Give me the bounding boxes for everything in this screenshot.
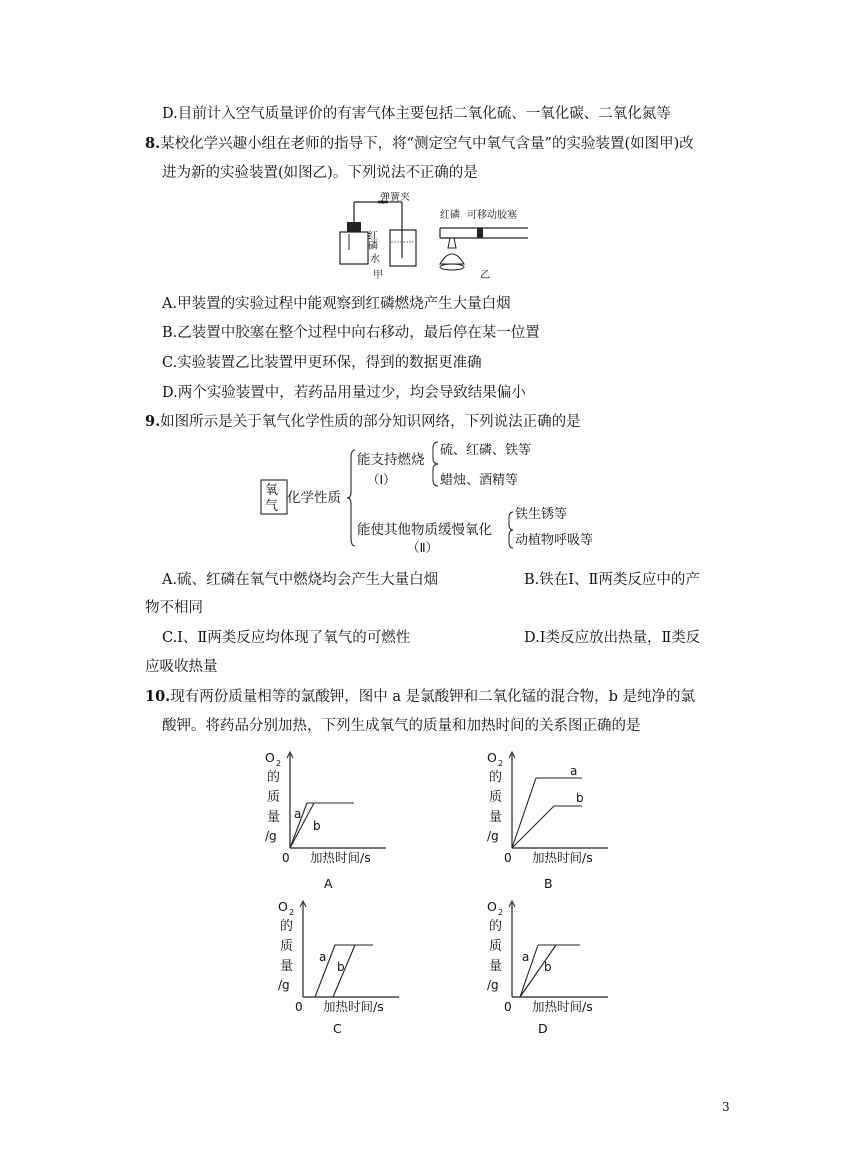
graph-series-a: a	[319, 950, 327, 964]
graph-y-de: 的	[280, 919, 294, 934]
q10-stem-line2: 酸钾。将药品分别加热，下列生成氧气的质量和加热时间的关系图正确的是	[162, 718, 641, 734]
graph-y-unit: /g	[278, 978, 290, 992]
graph-y-sub: 2	[498, 759, 504, 768]
q9-branch1-item1: 硫、红磷、铁等	[440, 443, 532, 458]
q9-branch2-item2: 动植物呼吸等	[515, 533, 594, 548]
graph-letter: A	[324, 876, 333, 891]
q8-apparatus-figure	[330, 192, 530, 291]
q9-option-b-cont: 物不相同	[145, 600, 203, 616]
graph-x-label: 加热时间/s	[532, 850, 593, 865]
graph-y-unit: /g	[487, 978, 499, 992]
graph-y-o: O	[487, 750, 497, 765]
q8-plug-label: 可移动胶塞	[467, 210, 517, 221]
q9-number: 9.	[145, 413, 161, 430]
q8-stem-line2: 进为新的实验装置(如图乙)。下列说法不正确的是	[162, 165, 478, 181]
q9-stem-text: 如图所示是关于氧气化学性质的部分知识网络，下列说法正确的是	[160, 414, 581, 430]
q8-jia-label: 甲	[373, 270, 383, 281]
q9-option-c: C.Ⅰ、Ⅱ两类反应均体现了氧气的可燃性	[162, 630, 411, 646]
graph-y-unit: /g	[487, 829, 499, 843]
graph-letter: B	[544, 876, 553, 891]
graph-series-b: b	[313, 819, 321, 833]
graph-y-o: O	[265, 750, 275, 765]
q9-branch2-item1: 铁生锈等	[515, 507, 568, 522]
graph-y-sub: 2	[289, 908, 295, 917]
graph-y-unit: /g	[265, 829, 277, 843]
graph-letter: C	[333, 1021, 342, 1036]
graph-series-a: a	[570, 764, 578, 778]
q10-graph-b	[484, 748, 614, 897]
q9-oxygen-char2: 气	[265, 499, 279, 514]
q10-graph-c	[275, 897, 405, 1046]
graph-origin: 0	[504, 1000, 512, 1014]
graph-y-zhi: 质	[267, 790, 281, 805]
q10-graph-a	[262, 748, 392, 897]
graph-y-o: O	[278, 899, 288, 914]
graph-series-a: a	[294, 807, 302, 821]
q8-option-b: B.乙装置中胶塞在整个过程中向右移动，最后停在某一位置	[162, 325, 540, 341]
q10-stem-text: 现有两份质量相等的氯酸钾，图中 a 是氯酸钾和二氧化锰的混合物，b 是纯净的氯	[170, 689, 695, 705]
q9-branch1: 能支持燃烧	[357, 452, 425, 468]
q10-graph-d	[484, 897, 614, 1046]
graph-x-label: 加热时间/s	[532, 999, 593, 1014]
q8-yi-label: 乙	[480, 270, 490, 281]
q8-water-label: 水	[370, 254, 380, 265]
graph-y-liang: 量	[280, 959, 294, 974]
page-number: 3	[722, 1100, 730, 1114]
q9-knowledge-network-diagram	[255, 438, 625, 564]
graph-y-de: 的	[489, 770, 503, 785]
graph-series-b: b	[544, 960, 552, 974]
q9-chem-prop: 化学性质	[287, 490, 341, 506]
graph-y-zhi: 质	[489, 939, 503, 954]
graph-letter: D	[538, 1021, 548, 1036]
graph-y-de: 的	[489, 919, 503, 934]
graph-origin: 0	[282, 851, 290, 865]
graph-y-de: 的	[267, 770, 281, 785]
q8-number: 8.	[145, 135, 161, 152]
graph-x-label: 加热时间/s	[323, 999, 384, 1014]
q8-clip-label: 弹簧夹	[380, 192, 410, 203]
graph-series-b: b	[337, 960, 345, 974]
q8-option-a: A.甲装置的实验过程中能观察到红磷燃烧产生大量白烟	[162, 296, 511, 312]
graph-y-zhi: 质	[280, 939, 294, 954]
graph-y-sub: 2	[276, 759, 282, 768]
q9-branch2-tag: （Ⅱ）	[407, 540, 439, 555]
q7-option-d: D.目前计入空气质量评价的有害气体主要包括二氧化硫、一氧化碳、二氧化氮等	[162, 106, 671, 122]
q8-phosphorus-label: 红磷	[365, 230, 377, 250]
graph-series-a: a	[522, 950, 530, 964]
graph-y-liang: 量	[489, 959, 503, 974]
graph-x-label: 加热时间/s	[310, 850, 371, 865]
q9-option-b: B.铁在Ⅰ、Ⅱ两类反应中的产	[524, 572, 700, 588]
q9-stem	[145, 412, 581, 432]
q9-option-d-cont: 应吸收热量	[145, 659, 218, 675]
graph-y-liang: 量	[489, 810, 503, 825]
graph-series-b: b	[576, 791, 584, 805]
q8-stem-text: 某校化学兴趣小组在老师的指导下，将“测定空气中氧气含量”的实验装置(如图甲)改	[160, 136, 694, 152]
graph-origin: 0	[295, 1000, 303, 1014]
graph-origin: 0	[504, 851, 512, 865]
q9-branch1-tag: （Ⅰ）	[367, 472, 396, 487]
graph-y-zhi: 质	[489, 790, 503, 805]
q8-option-c: C.实验装置乙比装置甲更环保，得到的数据更准确	[162, 355, 482, 371]
q8-stem-line1	[145, 134, 694, 154]
graph-y-o: O	[487, 899, 497, 914]
q10-number: 10.	[145, 688, 171, 705]
graph-y-sub: 2	[498, 908, 504, 917]
q9-option-d: D.Ⅰ类反应放出热量，Ⅱ类反	[524, 630, 701, 646]
q9-oxygen-char1: 氧	[265, 483, 279, 498]
q8-red-p-label: 红磷	[440, 210, 460, 221]
q8-option-d: D.两个实验装置中，若药品用量过少，均会导致结果偏小	[162, 385, 526, 401]
q9-branch2: 能使其他物质缓慢氧化	[357, 522, 492, 538]
q10-stem-line1	[145, 687, 695, 707]
q9-branch1-item2: 蜡烛、酒精等	[440, 473, 519, 488]
graph-y-liang: 量	[267, 810, 281, 825]
q9-option-a: A.硫、红磷在氧气中燃烧均会产生大量白烟	[162, 572, 439, 588]
